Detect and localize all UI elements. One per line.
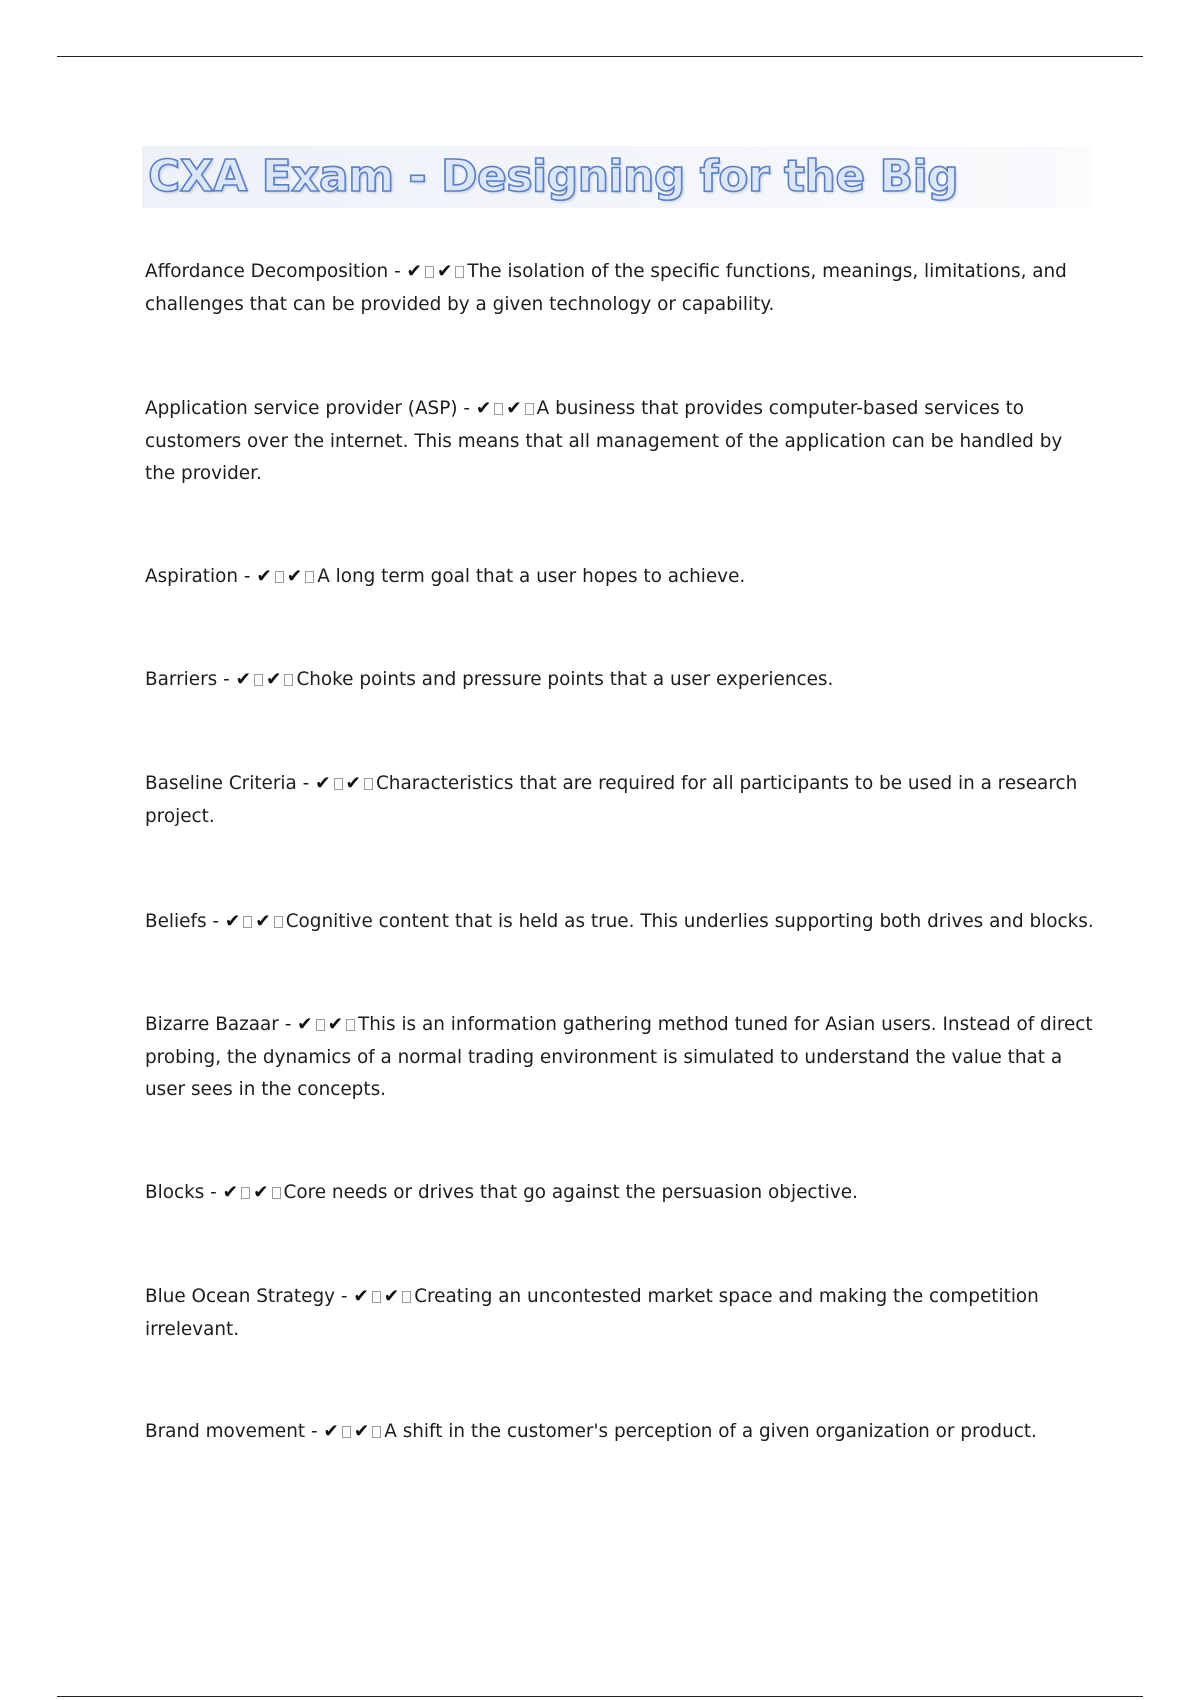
- entry-definition: The isolation of the specific functions, meanings, limitations, and challenges that can be provided by a given technology or capability.: [145, 261, 1067, 315]
- check-icon: ✔: [506, 398, 522, 419]
- title-banner: [142, 146, 1092, 208]
- entry-definition: A long term goal that a user hopes to achieve.: [317, 566, 746, 587]
- missing-glyph-icon: [272, 1187, 281, 1199]
- glossary-entry: [145, 256, 1095, 321]
- check-icon: ✔: [475, 398, 492, 419]
- missing-glyph-icon: [254, 674, 263, 686]
- glossary-entry: [145, 1416, 1095, 1449]
- entry-separator: -: [388, 261, 407, 282]
- missing-glyph-icon: [342, 1426, 351, 1438]
- entry-term: Blocks: [145, 1182, 205, 1203]
- entry-term: Affordance Decomposition: [145, 261, 389, 282]
- glossary-entry: [145, 1281, 1095, 1346]
- missing-glyph-icon: [455, 266, 464, 278]
- check-icon: ✔: [222, 1182, 239, 1203]
- check-icon: ✔: [315, 773, 331, 794]
- page-title: CXA Exam - Designing for the Big: [148, 151, 959, 202]
- entry-definition: This is an information gathering method tuned for Asian users. Instead of direct probing, the dynamics of a normal trading environment is simulated to understand the value that a user sees in the concepts.: [145, 1014, 1093, 1100]
- check-icon: ✔: [297, 1014, 313, 1035]
- glossary-entry: [145, 1009, 1095, 1107]
- check-icon: ✔: [383, 1286, 400, 1307]
- check-icon: ✔: [255, 911, 271, 932]
- missing-glyph-icon: [425, 266, 434, 278]
- check-icon: ✔: [406, 261, 422, 282]
- check-icon: ✔: [235, 669, 252, 690]
- entry-definition: A business that provides computer-based services to customers over the internet. This means that all management of the application can be handled by the provider.: [145, 398, 1063, 484]
- entry-separator: -: [335, 1286, 354, 1307]
- header-rule: [57, 56, 1143, 57]
- entry-definition: Characteristics that are required for all participants to be used in a research project.: [145, 773, 1078, 827]
- entry-term: Blue Ocean Strategy: [145, 1286, 336, 1307]
- missing-glyph-icon: [402, 1291, 411, 1303]
- missing-glyph-icon: [316, 1019, 325, 1031]
- missing-glyph-icon: [364, 778, 373, 790]
- missing-glyph-icon: [305, 571, 314, 583]
- check-icon: ✔: [253, 1182, 269, 1203]
- footer-rule: [57, 1696, 1143, 1697]
- check-icon: ✔: [286, 566, 303, 587]
- glossary-entry: [145, 664, 1095, 697]
- missing-glyph-icon: [372, 1426, 381, 1438]
- entry-term: Barriers: [145, 669, 218, 690]
- missing-glyph-icon: [494, 403, 503, 415]
- missing-glyph-icon: [525, 403, 534, 415]
- check-icon: ✔: [353, 1421, 370, 1442]
- entry-term: Beliefs: [145, 911, 207, 932]
- entry-definition: Cognitive content that is held as true. This underlies supporting both drives and blocks.: [285, 911, 1094, 932]
- check-icon: ✔: [224, 911, 241, 932]
- entry-term: Application service provider (ASP): [145, 398, 458, 419]
- entry-separator: -: [457, 398, 476, 419]
- entry-definition: Choke points and pressure points that a user experiences.: [296, 669, 834, 690]
- check-icon: ✔: [345, 773, 361, 794]
- missing-glyph-icon: [241, 1187, 250, 1199]
- missing-glyph-icon: [243, 916, 252, 928]
- entry-term: Aspiration: [145, 566, 239, 587]
- check-icon: ✔: [323, 1421, 339, 1442]
- missing-glyph-icon: [274, 916, 283, 928]
- entry-term: Bizarre Bazaar: [145, 1014, 279, 1035]
- check-icon: ✔: [436, 261, 453, 282]
- check-icon: ✔: [327, 1014, 344, 1035]
- entry-definition: A shift in the customer's perception of a given organization or product.: [384, 1421, 1037, 1442]
- missing-glyph-icon: [275, 571, 284, 583]
- check-icon: ✔: [256, 566, 272, 587]
- entry-separator: -: [238, 566, 257, 587]
- glossary-entry: [145, 393, 1095, 491]
- entry-definition: Core needs or drives that go against the persuasion objective.: [283, 1182, 858, 1203]
- glossary-entry: [145, 906, 1095, 939]
- glossary-entry: [145, 768, 1095, 833]
- missing-glyph-icon: [284, 674, 293, 686]
- missing-glyph-icon: [372, 1291, 381, 1303]
- glossary-entry: [145, 561, 1095, 594]
- missing-glyph-icon: [334, 778, 343, 790]
- entry-separator: -: [206, 911, 225, 932]
- entry-separator: -: [305, 1421, 324, 1442]
- check-icon: ✔: [266, 669, 282, 690]
- entry-separator: -: [278, 1014, 298, 1035]
- entry-separator: -: [296, 773, 316, 794]
- entry-separator: -: [217, 669, 236, 690]
- glossary-entry: [145, 1177, 1095, 1210]
- entry-separator: -: [204, 1182, 223, 1203]
- entry-definition: Creating an uncontested market space and making the competition irrelevant.: [145, 1286, 1039, 1340]
- entry-term: Baseline Criteria: [145, 773, 297, 794]
- check-icon: ✔: [353, 1286, 369, 1307]
- missing-glyph-icon: [346, 1019, 355, 1031]
- entry-term: Brand movement: [145, 1421, 306, 1442]
